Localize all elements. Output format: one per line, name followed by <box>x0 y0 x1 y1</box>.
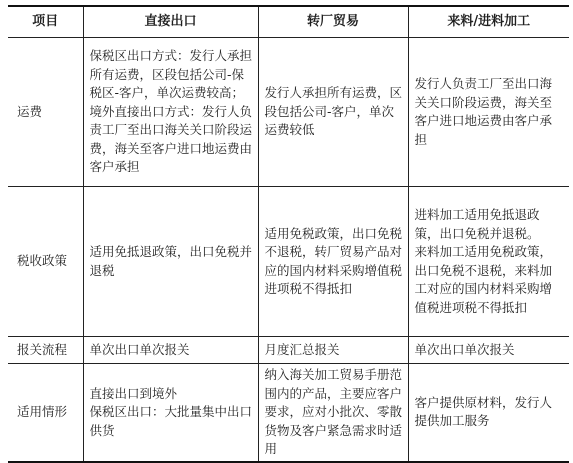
cell-tax-direct-export <box>83 187 258 337</box>
cell-paragraph: 保税区出口：大批量集中出口供货 <box>89 404 253 438</box>
header-row <box>8 6 569 38</box>
cell-paragraph: 适用免税政策，出口免税不退税，转厂贸易产品对应的国内材料采购增值税进项税不得抵扣 <box>264 225 403 296</box>
cell-tax-processing-trade <box>408 187 569 337</box>
cell-paragraph: 进料加工适用免抵退政策，出口免税并退税。 <box>414 207 540 241</box>
row-label-tax-policy: 税收政策 <box>8 187 83 337</box>
cell-paragraph: 直接出口到境外 <box>89 385 178 401</box>
table-row-freight <box>8 38 569 187</box>
cell-scenario-direct-export <box>83 364 258 462</box>
cell-paragraph: 来料加工适用免税政策，出口免税不退税，来料加工对应的国内材料采购增值税进项税不得抵扣 <box>414 244 553 315</box>
table-row-tax-policy <box>8 187 569 337</box>
cell-scenario-transfer-trade <box>258 364 408 462</box>
cell-scenario-processing-trade <box>408 364 569 462</box>
cell-freight-processing-trade <box>408 38 569 187</box>
row-label-freight: 运费 <box>8 38 83 187</box>
cell-customs-direct-export <box>83 337 258 364</box>
header-transfer-trade: 转厂贸易 <box>258 6 408 38</box>
cell-customs-processing-trade <box>408 337 569 364</box>
cell-paragraph: 适用免抵退政策，出口免税并退税 <box>89 244 253 278</box>
cell-freight-direct-export <box>83 38 258 187</box>
table-row-applicable-scenario <box>8 364 569 462</box>
cell-paragraph: 纳入海关加工贸易手册范围内的产品，主要应客户要求，应对小批次、零散货物及客户紧急需求时适用 <box>264 367 403 456</box>
header-item: 项目 <box>8 6 83 38</box>
header-processing-trade: 来料/进料加工 <box>408 6 569 38</box>
cell-paragraph: 单次出口单次报关 <box>414 341 515 357</box>
cell-paragraph: 境外直接出口方式：发行人负责工厂至出口海关关口阶段运费，海关至客户进口地运费由客户承担 <box>89 103 253 175</box>
cell-paragraph: 单次出口单次报关 <box>89 341 190 357</box>
cell-paragraph: 月度汇总报关 <box>264 341 340 357</box>
table-row-customs-process <box>8 337 569 364</box>
cell-freight-transfer-trade <box>258 38 408 187</box>
row-label-customs-process: 报关流程 <box>8 337 83 364</box>
header-direct-export: 直接出口 <box>83 6 258 38</box>
cell-customs-transfer-trade <box>258 337 408 364</box>
cell-tax-transfer-trade <box>258 187 408 337</box>
cell-paragraph: 发行人承担所有运费，区段包括公司-客户，单次运费较低 <box>264 85 403 138</box>
row-label-applicable-scenario: 适用情形 <box>8 364 83 462</box>
cell-paragraph: 发行人负责工厂至出口海关关口阶段运费，海关至客户进口地运费由客户承担 <box>414 76 553 147</box>
cell-paragraph: 保税区出口方式：发行人承担所有运费，区段包括公司-保税区-客户，单次运费较高； <box>89 48 253 101</box>
comparison-table <box>8 5 569 463</box>
cell-paragraph: 客户提供原材料，发行人提供加工服务 <box>414 394 553 429</box>
